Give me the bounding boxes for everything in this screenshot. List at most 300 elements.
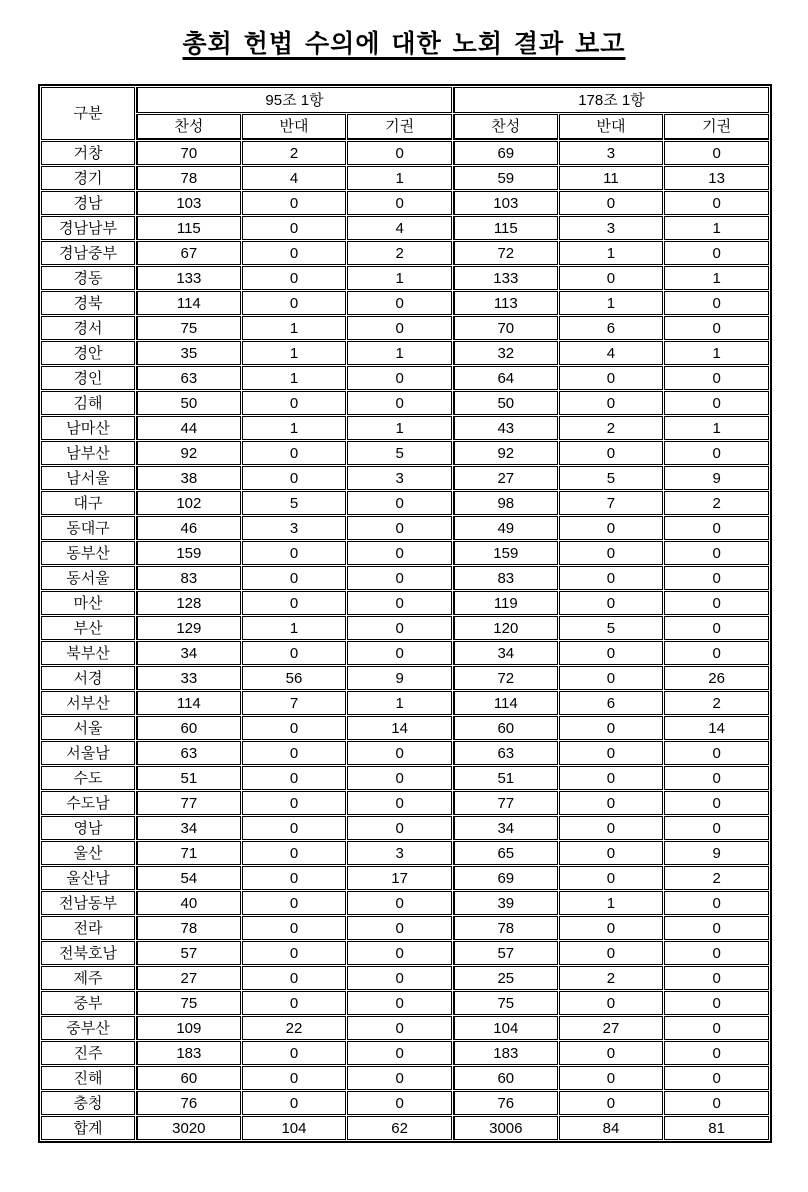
- table-row: [41, 916, 769, 940]
- table-row: [41, 716, 769, 740]
- vote-count: 3: [242, 516, 347, 540]
- vote-count: 92: [453, 441, 558, 465]
- vote-count: 133: [453, 266, 558, 290]
- header-sub-row: [41, 114, 769, 140]
- vote-count: 0: [242, 291, 347, 315]
- table-body: [41, 141, 769, 1140]
- vote-count: 183: [136, 1041, 241, 1065]
- vote-count: 0: [242, 191, 347, 215]
- column-header-abstain-178: 기권: [664, 114, 769, 140]
- presbytery-name: 경기: [41, 166, 135, 190]
- vote-count: 120: [453, 616, 558, 640]
- table-row: [41, 166, 769, 190]
- presbytery-name: 동대구: [41, 516, 135, 540]
- vote-count: 0: [347, 1041, 452, 1065]
- vote-count: 71: [136, 841, 241, 865]
- table-row: [41, 866, 769, 890]
- vote-count: 1: [664, 416, 769, 440]
- table-row: [41, 391, 769, 415]
- vote-count: 0: [242, 741, 347, 765]
- column-header-approve-178: 찬성: [453, 114, 558, 140]
- vote-count: 128: [136, 591, 241, 615]
- vote-count: 6: [559, 316, 664, 340]
- vote-count: 0: [664, 941, 769, 965]
- vote-count: 14: [664, 716, 769, 740]
- table-row: [41, 1091, 769, 1115]
- presbytery-name: 수도: [41, 766, 135, 790]
- vote-count: 0: [664, 241, 769, 265]
- vote-count: 159: [453, 541, 558, 565]
- vote-count: 0: [559, 541, 664, 565]
- total-row: [41, 1116, 769, 1140]
- vote-count: 0: [242, 841, 347, 865]
- vote-count: 38: [136, 466, 241, 490]
- table-row: [41, 541, 769, 565]
- vote-count: 0: [347, 941, 452, 965]
- presbytery-name: 경동: [41, 266, 135, 290]
- presbytery-name: 서울남: [41, 741, 135, 765]
- table-row: [41, 216, 769, 240]
- vote-count: 113: [453, 291, 558, 315]
- vote-count: 17: [347, 866, 452, 890]
- vote-count: 0: [559, 266, 664, 290]
- presbytery-name: 제주: [41, 966, 135, 990]
- presbytery-name: 동부산: [41, 541, 135, 565]
- presbytery-name: 서경: [41, 666, 135, 690]
- vote-count: 75: [136, 991, 241, 1015]
- vote-count: 54: [136, 866, 241, 890]
- vote-count: 115: [453, 216, 558, 240]
- vote-count: 0: [347, 366, 452, 390]
- vote-count: 2: [559, 966, 664, 990]
- presbytery-name: 경남중부: [41, 241, 135, 265]
- vote-count: 83: [453, 566, 558, 590]
- vote-count: 7: [242, 691, 347, 715]
- vote-count: 104: [242, 1116, 347, 1140]
- vote-count: 0: [559, 591, 664, 615]
- presbytery-name: 울산: [41, 841, 135, 865]
- vote-count: 7: [559, 491, 664, 515]
- presbytery-name: 서부산: [41, 691, 135, 715]
- vote-count: 57: [136, 941, 241, 965]
- vote-count: 0: [664, 141, 769, 165]
- vote-count: 0: [242, 866, 347, 890]
- vote-count: 0: [347, 566, 452, 590]
- vote-count: 25: [453, 966, 558, 990]
- table-row: [41, 666, 769, 690]
- vote-count: 0: [347, 916, 452, 940]
- vote-count: 0: [559, 741, 664, 765]
- vote-count: 0: [242, 441, 347, 465]
- vote-count: 1: [242, 366, 347, 390]
- vote-count: 3: [559, 141, 664, 165]
- vote-count: 1: [347, 266, 452, 290]
- vote-count: 0: [559, 816, 664, 840]
- vote-count: 2: [347, 241, 452, 265]
- vote-count: 0: [347, 891, 452, 915]
- vote-count: 5: [347, 441, 452, 465]
- presbytery-name: 중부: [41, 991, 135, 1015]
- vote-count: 3006: [453, 1116, 558, 1140]
- vote-count: 114: [136, 691, 241, 715]
- table-row: [41, 941, 769, 965]
- vote-count: 0: [242, 991, 347, 1015]
- vote-count: 4: [347, 216, 452, 240]
- table-row: [41, 516, 769, 540]
- vote-count: 0: [559, 866, 664, 890]
- presbytery-name: 거창: [41, 141, 135, 165]
- vote-count: 0: [664, 991, 769, 1015]
- vote-count: 3: [347, 841, 452, 865]
- vote-count: 0: [347, 1091, 452, 1115]
- vote-count: 0: [664, 441, 769, 465]
- vote-count: 0: [559, 1041, 664, 1065]
- vote-count: 0: [347, 141, 452, 165]
- table-row: [41, 616, 769, 640]
- vote-count: 83: [136, 566, 241, 590]
- vote-count: 2: [559, 416, 664, 440]
- vote-count: 0: [664, 391, 769, 415]
- vote-count: 22: [242, 1016, 347, 1040]
- vote-count: 60: [136, 716, 241, 740]
- vote-count: 183: [453, 1041, 558, 1065]
- vote-count: 0: [664, 591, 769, 615]
- table-row: [41, 791, 769, 815]
- vote-count: 2: [664, 491, 769, 515]
- vote-count: 32: [453, 341, 558, 365]
- vote-count: 0: [242, 966, 347, 990]
- vote-count: 0: [242, 916, 347, 940]
- vote-count: 34: [136, 816, 241, 840]
- presbytery-name: 남서울: [41, 466, 135, 490]
- vote-count: 0: [242, 1041, 347, 1065]
- vote-count: 1: [242, 416, 347, 440]
- vote-count: 0: [664, 1091, 769, 1115]
- vote-count: 0: [664, 891, 769, 915]
- vote-count: 56: [242, 666, 347, 690]
- vote-count: 0: [347, 991, 452, 1015]
- vote-count: 0: [242, 1066, 347, 1090]
- vote-count: 115: [136, 216, 241, 240]
- presbytery-name: 경남남부: [41, 216, 135, 240]
- vote-count: 72: [453, 666, 558, 690]
- presbytery-name: 진주: [41, 1041, 135, 1065]
- vote-count: 0: [664, 191, 769, 215]
- vote-count: 1: [347, 691, 452, 715]
- vote-count: 1: [559, 891, 664, 915]
- table-row: [41, 316, 769, 340]
- vote-count: 34: [453, 816, 558, 840]
- vote-count: 0: [664, 316, 769, 340]
- vote-count: 69: [453, 866, 558, 890]
- vote-count: 57: [453, 941, 558, 965]
- table-row: [41, 491, 769, 515]
- presbytery-name: 서울: [41, 716, 135, 740]
- table-row: [41, 816, 769, 840]
- presbytery-name: 부산: [41, 616, 135, 640]
- vote-count: 0: [559, 666, 664, 690]
- table-row: [41, 266, 769, 290]
- vote-count: 0: [242, 391, 347, 415]
- vote-count: 34: [136, 641, 241, 665]
- vote-count: 0: [559, 1091, 664, 1115]
- presbytery-name: 전남동부: [41, 891, 135, 915]
- vote-count: 6: [559, 691, 664, 715]
- vote-count: 5: [559, 616, 664, 640]
- vote-count: 34: [453, 641, 558, 665]
- table-row: [41, 1066, 769, 1090]
- vote-count: 0: [242, 791, 347, 815]
- vote-count: 0: [242, 591, 347, 615]
- vote-count: 70: [136, 141, 241, 165]
- vote-count: 0: [664, 766, 769, 790]
- vote-count: 0: [664, 516, 769, 540]
- vote-count: 0: [664, 1066, 769, 1090]
- vote-count: 13: [664, 166, 769, 190]
- vote-count: 0: [664, 916, 769, 940]
- vote-count: 2: [242, 141, 347, 165]
- vote-count: 1: [347, 416, 452, 440]
- vote-count: 103: [453, 191, 558, 215]
- vote-count: 59: [453, 166, 558, 190]
- vote-count: 0: [559, 441, 664, 465]
- table-row: [41, 141, 769, 165]
- vote-count: 76: [136, 1091, 241, 1115]
- vote-count: 51: [453, 766, 558, 790]
- vote-count: 78: [136, 166, 241, 190]
- table-row: [41, 641, 769, 665]
- vote-count: 67: [136, 241, 241, 265]
- presbytery-name: 경북: [41, 291, 135, 315]
- vote-count: 78: [136, 916, 241, 940]
- vote-count: 0: [242, 466, 347, 490]
- vote-count: 1: [664, 266, 769, 290]
- vote-count: 0: [664, 816, 769, 840]
- presbytery-name: 경인: [41, 366, 135, 390]
- vote-count: 0: [347, 516, 452, 540]
- table-row: [41, 1041, 769, 1065]
- vote-count: 0: [347, 766, 452, 790]
- vote-count: 109: [136, 1016, 241, 1040]
- vote-count: 102: [136, 491, 241, 515]
- vote-count: 14: [347, 716, 452, 740]
- vote-count: 0: [347, 616, 452, 640]
- vote-count: 159: [136, 541, 241, 565]
- presbytery-name: 울산남: [41, 866, 135, 890]
- vote-count: 27: [136, 966, 241, 990]
- column-header-oppose-178: 반대: [559, 114, 664, 140]
- vote-count: 63: [453, 741, 558, 765]
- table-row: [41, 1016, 769, 1040]
- vote-count: 72: [453, 241, 558, 265]
- table-row: [41, 566, 769, 590]
- vote-count: 27: [453, 466, 558, 490]
- vote-count: 50: [136, 391, 241, 415]
- vote-count: 3: [559, 216, 664, 240]
- table-row: [41, 891, 769, 915]
- vote-count: 63: [136, 366, 241, 390]
- vote-count: 65: [453, 841, 558, 865]
- vote-count: 98: [453, 491, 558, 515]
- vote-count: 5: [242, 491, 347, 515]
- vote-count: 0: [242, 266, 347, 290]
- vote-count: 0: [664, 1041, 769, 1065]
- vote-count: 0: [559, 991, 664, 1015]
- vote-count: 0: [347, 966, 452, 990]
- table-row: [41, 341, 769, 365]
- vote-count: 4: [559, 341, 664, 365]
- presbytery-name: 수도남: [41, 791, 135, 815]
- vote-count: 35: [136, 341, 241, 365]
- vote-count: 0: [242, 891, 347, 915]
- vote-count: 70: [453, 316, 558, 340]
- vote-count: 0: [559, 766, 664, 790]
- vote-count: 3: [347, 466, 452, 490]
- column-header-category: 구분: [41, 87, 135, 140]
- vote-count: 77: [453, 791, 558, 815]
- vote-count: 0: [347, 1066, 452, 1090]
- presbytery-name: 경안: [41, 341, 135, 365]
- vote-count: 0: [347, 816, 452, 840]
- table-row: [41, 441, 769, 465]
- vote-count: 0: [242, 641, 347, 665]
- vote-count: 0: [347, 1016, 452, 1040]
- vote-count: 27: [559, 1016, 664, 1040]
- vote-count: 0: [242, 1091, 347, 1115]
- column-header-oppose-95: 반대: [242, 114, 347, 140]
- vote-count: 44: [136, 416, 241, 440]
- vote-count: 0: [664, 791, 769, 815]
- vote-count: 0: [559, 191, 664, 215]
- vote-count: 0: [559, 941, 664, 965]
- vote-count: 0: [347, 291, 452, 315]
- vote-count: 11: [559, 166, 664, 190]
- table-row: [41, 466, 769, 490]
- presbytery-name: 영남: [41, 816, 135, 840]
- vote-count: 0: [242, 716, 347, 740]
- vote-count: 0: [559, 1066, 664, 1090]
- vote-count: 114: [136, 291, 241, 315]
- vote-count: 0: [242, 241, 347, 265]
- page-title: 총회 헌법 수의에 대한 노회 결과 보고: [182, 30, 626, 58]
- vote-count: 75: [453, 991, 558, 1015]
- vote-count: 1: [242, 341, 347, 365]
- column-header-approve-95: 찬성: [136, 114, 241, 140]
- table-row: [41, 416, 769, 440]
- vote-count: 0: [242, 541, 347, 565]
- vote-count: 0: [242, 816, 347, 840]
- vote-count: 1: [347, 341, 452, 365]
- vote-count: 0: [559, 641, 664, 665]
- vote-count: 0: [559, 516, 664, 540]
- presbytery-name: 김해: [41, 391, 135, 415]
- vote-count: 9: [664, 841, 769, 865]
- vote-count: 2: [664, 691, 769, 715]
- vote-count: 0: [242, 216, 347, 240]
- vote-count: 0: [559, 716, 664, 740]
- presbytery-name: 진해: [41, 1066, 135, 1090]
- vote-count: 1: [242, 616, 347, 640]
- presbytery-name: 전북호남: [41, 941, 135, 965]
- vote-count: 51: [136, 766, 241, 790]
- vote-count: 0: [559, 566, 664, 590]
- group-header-article-95-1: 95조 1항: [136, 87, 452, 113]
- table-row: [41, 191, 769, 215]
- vote-count: 0: [347, 191, 452, 215]
- vote-count: 81: [664, 1116, 769, 1140]
- vote-count: 103: [136, 191, 241, 215]
- table-row: [41, 741, 769, 765]
- vote-count: 26: [664, 666, 769, 690]
- vote-count: 0: [347, 591, 452, 615]
- column-header-abstain-95: 기권: [347, 114, 452, 140]
- presbytery-name: 마산: [41, 591, 135, 615]
- presbytery-name: 남마산: [41, 416, 135, 440]
- table-row: [41, 966, 769, 990]
- vote-count: 50: [453, 391, 558, 415]
- vote-count: 84: [559, 1116, 664, 1140]
- vote-count: 78: [453, 916, 558, 940]
- vote-count: 33: [136, 666, 241, 690]
- table-row: [41, 991, 769, 1015]
- vote-count: 46: [136, 516, 241, 540]
- vote-count: 64: [453, 366, 558, 390]
- vote-count: 1: [559, 241, 664, 265]
- vote-count: 60: [453, 1066, 558, 1090]
- header-group-row: [41, 87, 769, 113]
- vote-count: 39: [453, 891, 558, 915]
- vote-count: 0: [559, 841, 664, 865]
- vote-count: 92: [136, 441, 241, 465]
- vote-count: 0: [242, 941, 347, 965]
- vote-count: 1: [664, 341, 769, 365]
- vote-count: 1: [559, 291, 664, 315]
- vote-count: 0: [664, 541, 769, 565]
- vote-count: 63: [136, 741, 241, 765]
- vote-count: 77: [136, 791, 241, 815]
- presbytery-name: 동서울: [41, 566, 135, 590]
- vote-count: 76: [453, 1091, 558, 1115]
- vote-count: 129: [136, 616, 241, 640]
- presbytery-name: 남부산: [41, 441, 135, 465]
- presbytery-name: 경서: [41, 316, 135, 340]
- vote-count: 0: [347, 316, 452, 340]
- group-header-article-178-1: 178조 1항: [453, 87, 769, 113]
- table-row: [41, 291, 769, 315]
- vote-count: 0: [347, 391, 452, 415]
- vote-count: 0: [347, 641, 452, 665]
- vote-count: 4: [242, 166, 347, 190]
- vote-count: 43: [453, 416, 558, 440]
- vote-count: 0: [559, 366, 664, 390]
- vote-count: 9: [347, 666, 452, 690]
- total-label: 합계: [41, 1116, 135, 1140]
- vote-count: 0: [347, 791, 452, 815]
- vote-count: 0: [664, 616, 769, 640]
- presbytery-name: 전라: [41, 916, 135, 940]
- table-row: [41, 766, 769, 790]
- vote-count: 0: [664, 1016, 769, 1040]
- vote-results-table: [38, 84, 772, 1143]
- vote-count: 104: [453, 1016, 558, 1040]
- vote-count: 0: [664, 641, 769, 665]
- vote-count: 49: [453, 516, 558, 540]
- vote-count: 2: [664, 866, 769, 890]
- vote-count: 69: [453, 141, 558, 165]
- vote-count: 0: [559, 791, 664, 815]
- vote-count: 0: [559, 391, 664, 415]
- vote-count: 0: [664, 966, 769, 990]
